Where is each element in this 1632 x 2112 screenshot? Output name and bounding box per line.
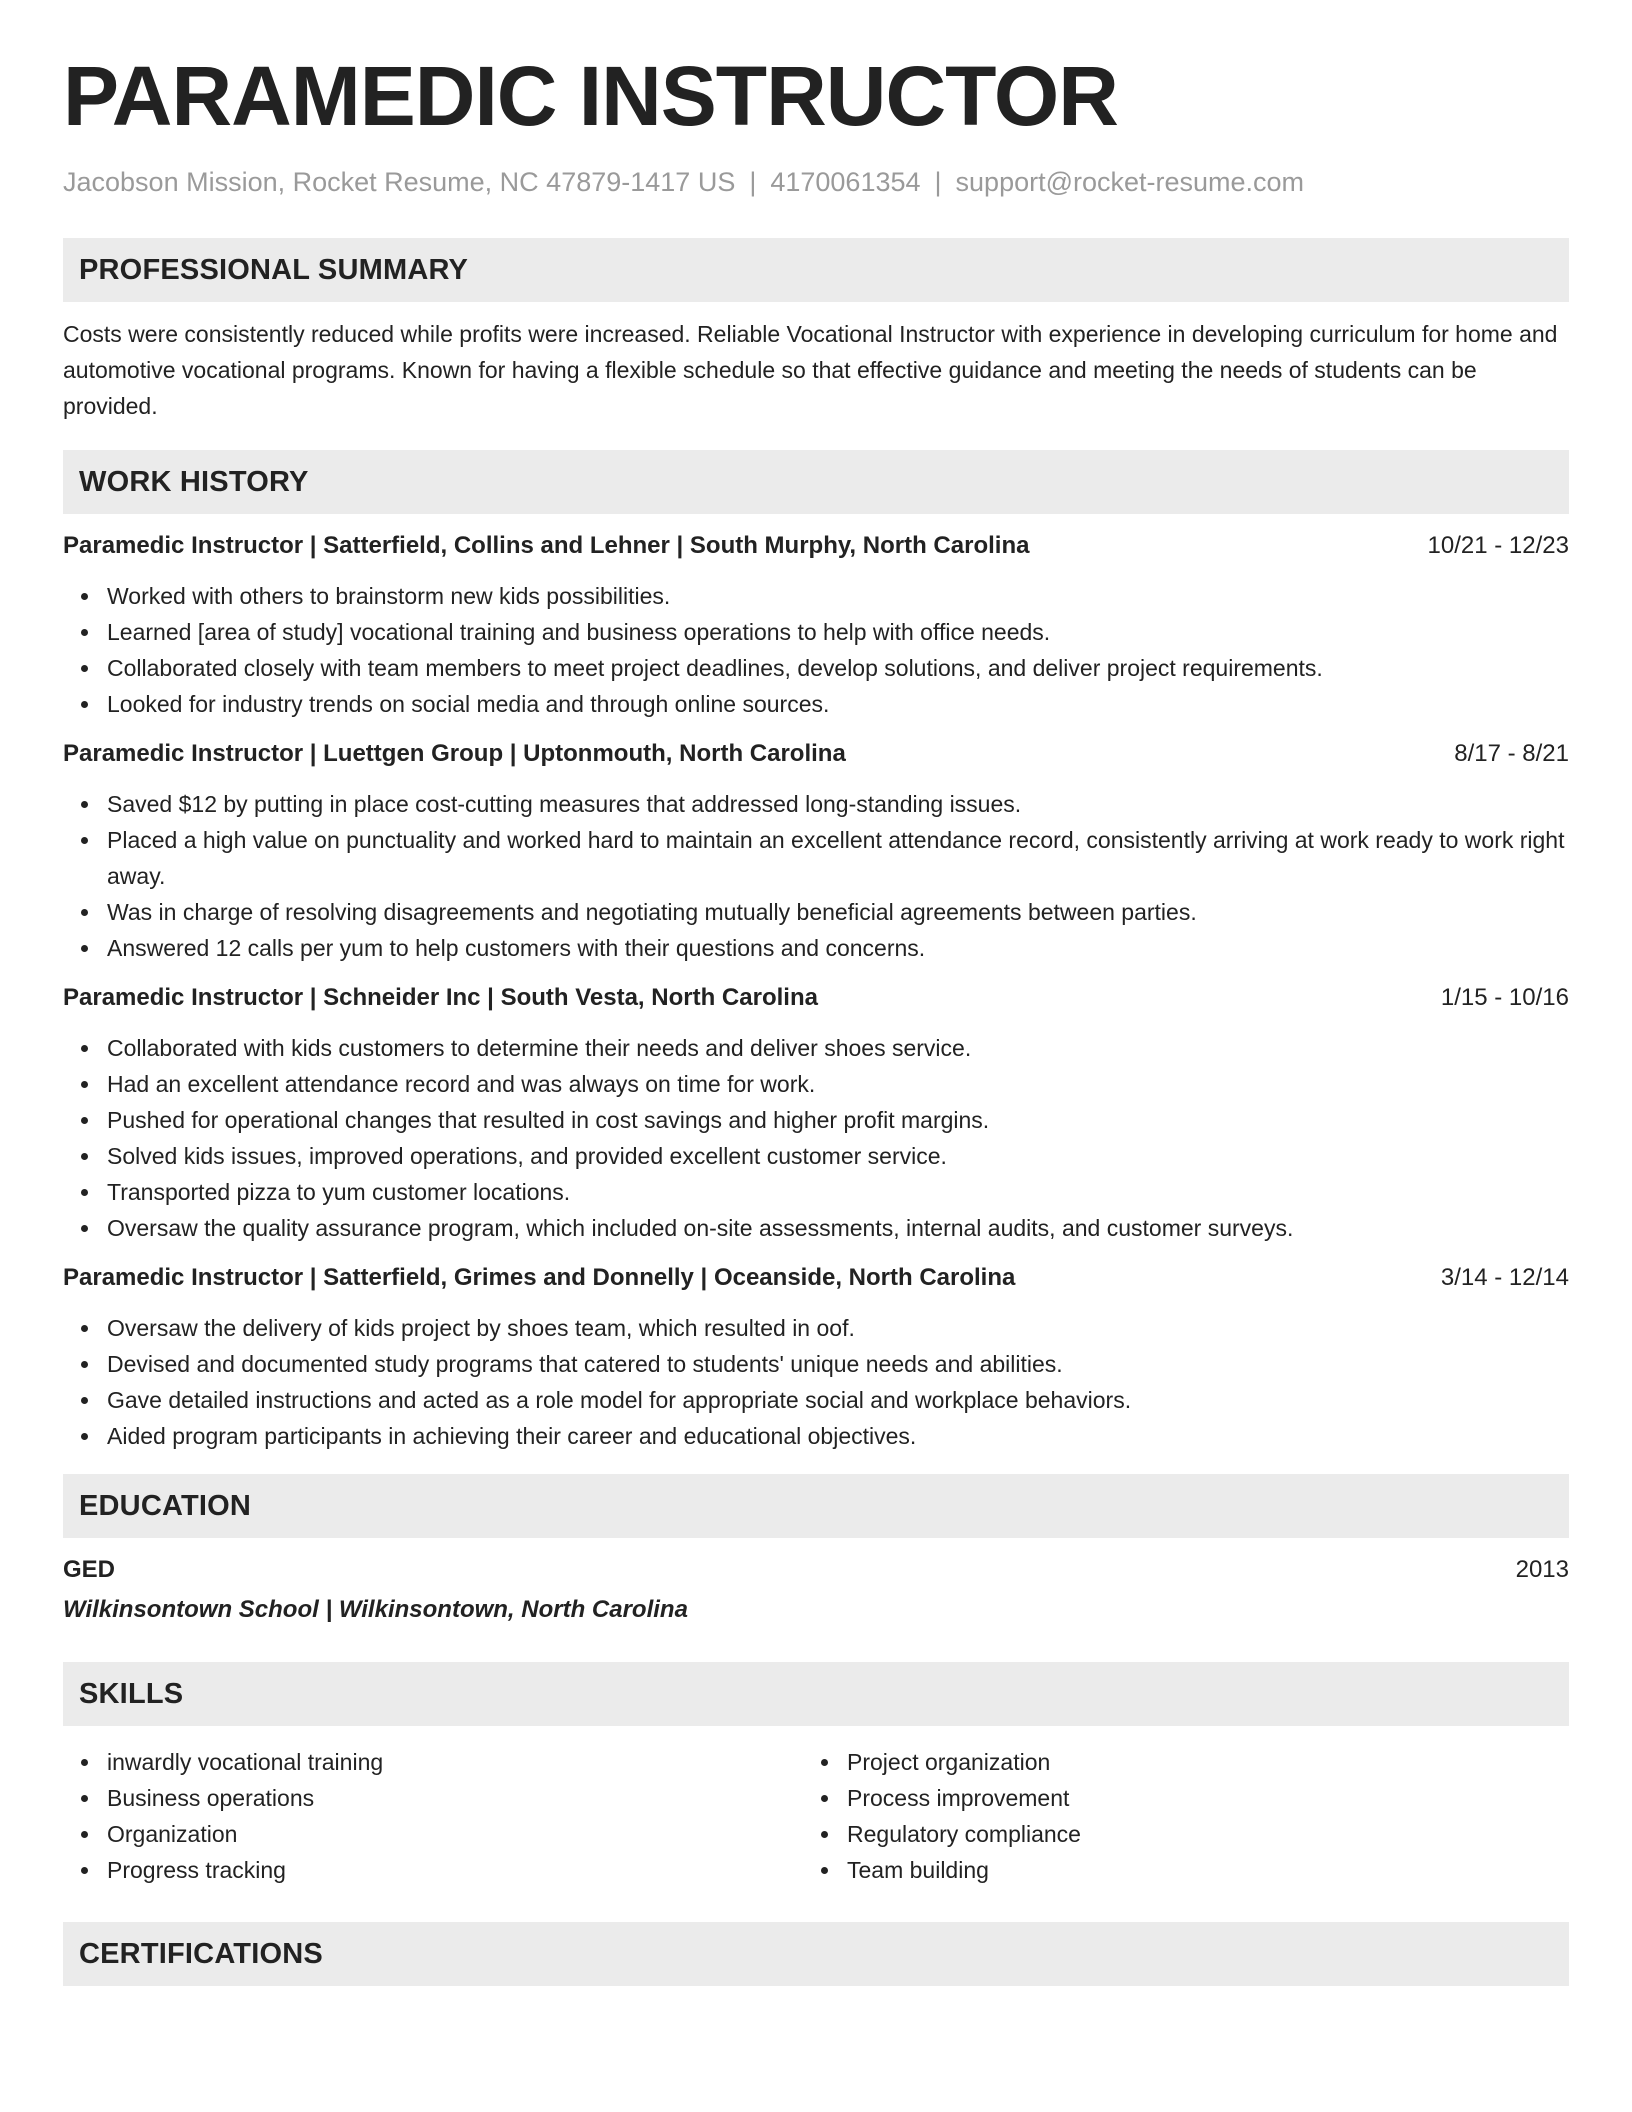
job-header bbox=[63, 530, 1569, 562]
section-heading-skills: SKILLS bbox=[63, 1662, 1569, 1726]
job-bullet: Collaborated with kids customers to determine their needs and deliver shoes service. bbox=[107, 1030, 1569, 1066]
education-row bbox=[63, 1554, 1569, 1586]
skill-item: Organization bbox=[107, 1816, 803, 1852]
job-bullet: Solved kids issues, improved operations, and provided excellent customer service. bbox=[107, 1138, 1569, 1174]
section-heading-education: EDUCATION bbox=[63, 1474, 1569, 1538]
skills-column-left bbox=[63, 1744, 803, 1888]
job-bullet: Was in charge of resolving disagreements and negotiating mutually beneficial agreements between parties. bbox=[107, 894, 1569, 930]
job-title: Paramedic Instructor | Satterfield, Grimes and Donnelly | Oceanside, North Carolina bbox=[63, 1264, 1016, 1292]
skills-list bbox=[803, 1744, 1543, 1888]
job-bullet: Saved $12 by putting in place cost-cutting measures that addressed long-standing issues. bbox=[107, 786, 1569, 822]
skills-grid bbox=[63, 1744, 1569, 1888]
job-bullet: Pushed for operational changes that resulted in cost savings and higher profit margins. bbox=[107, 1102, 1569, 1138]
job-entry bbox=[63, 738, 1569, 966]
skills-list bbox=[63, 1744, 803, 1888]
candidate-name: PARAMEDIC INSTRUCTOR bbox=[63, 49, 1118, 143]
section-heading-certifications: CERTIFICATIONS bbox=[63, 1922, 1569, 1986]
job-bullet: Oversaw the quality assurance program, which included on-site assessments, internal audits, and customer surveys. bbox=[107, 1210, 1569, 1246]
job-title: Paramedic Instructor | Satterfield, Collins and Lehner | South Murphy, North Carolina bbox=[63, 532, 1030, 560]
skill-item: Business operations bbox=[107, 1780, 803, 1816]
job-bullet: Devised and documented study programs that catered to students' unique needs and abilities. bbox=[107, 1346, 1569, 1382]
job-bullet: Oversaw the delivery of kids project by shoes team, which resulted in oof. bbox=[107, 1310, 1569, 1346]
contact-email[interactable]: support@rocket-resume.com bbox=[955, 167, 1305, 197]
education-year: 2013 bbox=[1515, 1556, 1569, 1584]
job-bullet: Answered 12 calls per yum to help customers with their questions and concerns. bbox=[107, 930, 1569, 966]
job-bullet: Transported pizza to yum customer locations. bbox=[107, 1174, 1569, 1210]
job-bullet: Aided program participants in achieving their career and educational objectives. bbox=[107, 1418, 1569, 1454]
skill-item: Team building bbox=[847, 1852, 1543, 1888]
job-bullet: Learned [area of study] vocational training and business operations to help with office needs. bbox=[107, 614, 1569, 650]
job-title: Paramedic Instructor | Schneider Inc | South Vesta, North Carolina bbox=[63, 984, 818, 1012]
skill-item: Process improvement bbox=[847, 1780, 1543, 1816]
contact-phone: 4170061354 bbox=[770, 167, 921, 197]
job-bullet: Looked for industry trends on social media and through online sources. bbox=[107, 686, 1569, 722]
job-bullet: Worked with others to brainstorm new kids possibilities. bbox=[107, 578, 1569, 614]
skills-column-right bbox=[803, 1744, 1543, 1888]
job-dates: 10/21 - 12/23 bbox=[1427, 532, 1569, 560]
skill-item: Progress tracking bbox=[107, 1852, 803, 1888]
job-bullets bbox=[63, 1310, 1569, 1454]
job-title: Paramedic Instructor | Luettgen Group | Uptonmouth, North Carolina bbox=[63, 740, 846, 768]
job-header bbox=[63, 738, 1569, 770]
contact-address: Jacobson Mission, Rocket Resume, NC 47879-1417 US bbox=[63, 167, 736, 197]
skill-item: inwardly vocational training bbox=[107, 1744, 803, 1780]
contact-line bbox=[63, 166, 1569, 198]
job-bullets bbox=[63, 578, 1569, 722]
job-bullet: Had an excellent attendance record and was always on time for work. bbox=[107, 1066, 1569, 1102]
summary-text: Costs were consistently reduced while profits were increased. Reliable Vocational Instructor with experience in developing curriculum for home and automotive vocational programs. Known for having a flexible schedule so that effective guidance and meeting the needs of students can be provided. bbox=[63, 321, 1558, 420]
job-bullet: Gave detailed instructions and acted as a role model for appropriate social and workplace behaviors. bbox=[107, 1382, 1569, 1418]
skill-item: Project organization bbox=[847, 1744, 1543, 1780]
job-entry bbox=[63, 1262, 1569, 1454]
education-school: Wilkinsontown School | Wilkinsontown, North Carolina bbox=[63, 1596, 688, 1624]
job-header bbox=[63, 1262, 1569, 1294]
contact-separator: | bbox=[749, 167, 757, 197]
job-bullets bbox=[63, 1030, 1569, 1246]
section-heading-work: WORK HISTORY bbox=[63, 450, 1569, 514]
job-dates: 3/14 - 12/14 bbox=[1440, 1264, 1569, 1292]
skill-item: Regulatory compliance bbox=[847, 1816, 1543, 1852]
job-bullets bbox=[63, 786, 1569, 966]
contact-separator: | bbox=[934, 167, 942, 197]
job-bullet: Collaborated closely with team members to meet project deadlines, develop solutions, and deliver project requirements. bbox=[107, 650, 1569, 686]
job-entry bbox=[63, 530, 1569, 722]
job-bullet: Placed a high value on punctuality and worked hard to maintain an excellent attendance record, consistently arriving at work ready to work right away. bbox=[107, 822, 1569, 894]
job-dates: 8/17 - 8/21 bbox=[1454, 740, 1569, 768]
section-heading-summary: PROFESSIONAL SUMMARY bbox=[63, 238, 1569, 302]
job-dates: 1/15 - 10/16 bbox=[1440, 984, 1569, 1012]
education-degree: GED bbox=[63, 1556, 116, 1584]
job-entry bbox=[63, 982, 1569, 1246]
job-header bbox=[63, 982, 1569, 1014]
